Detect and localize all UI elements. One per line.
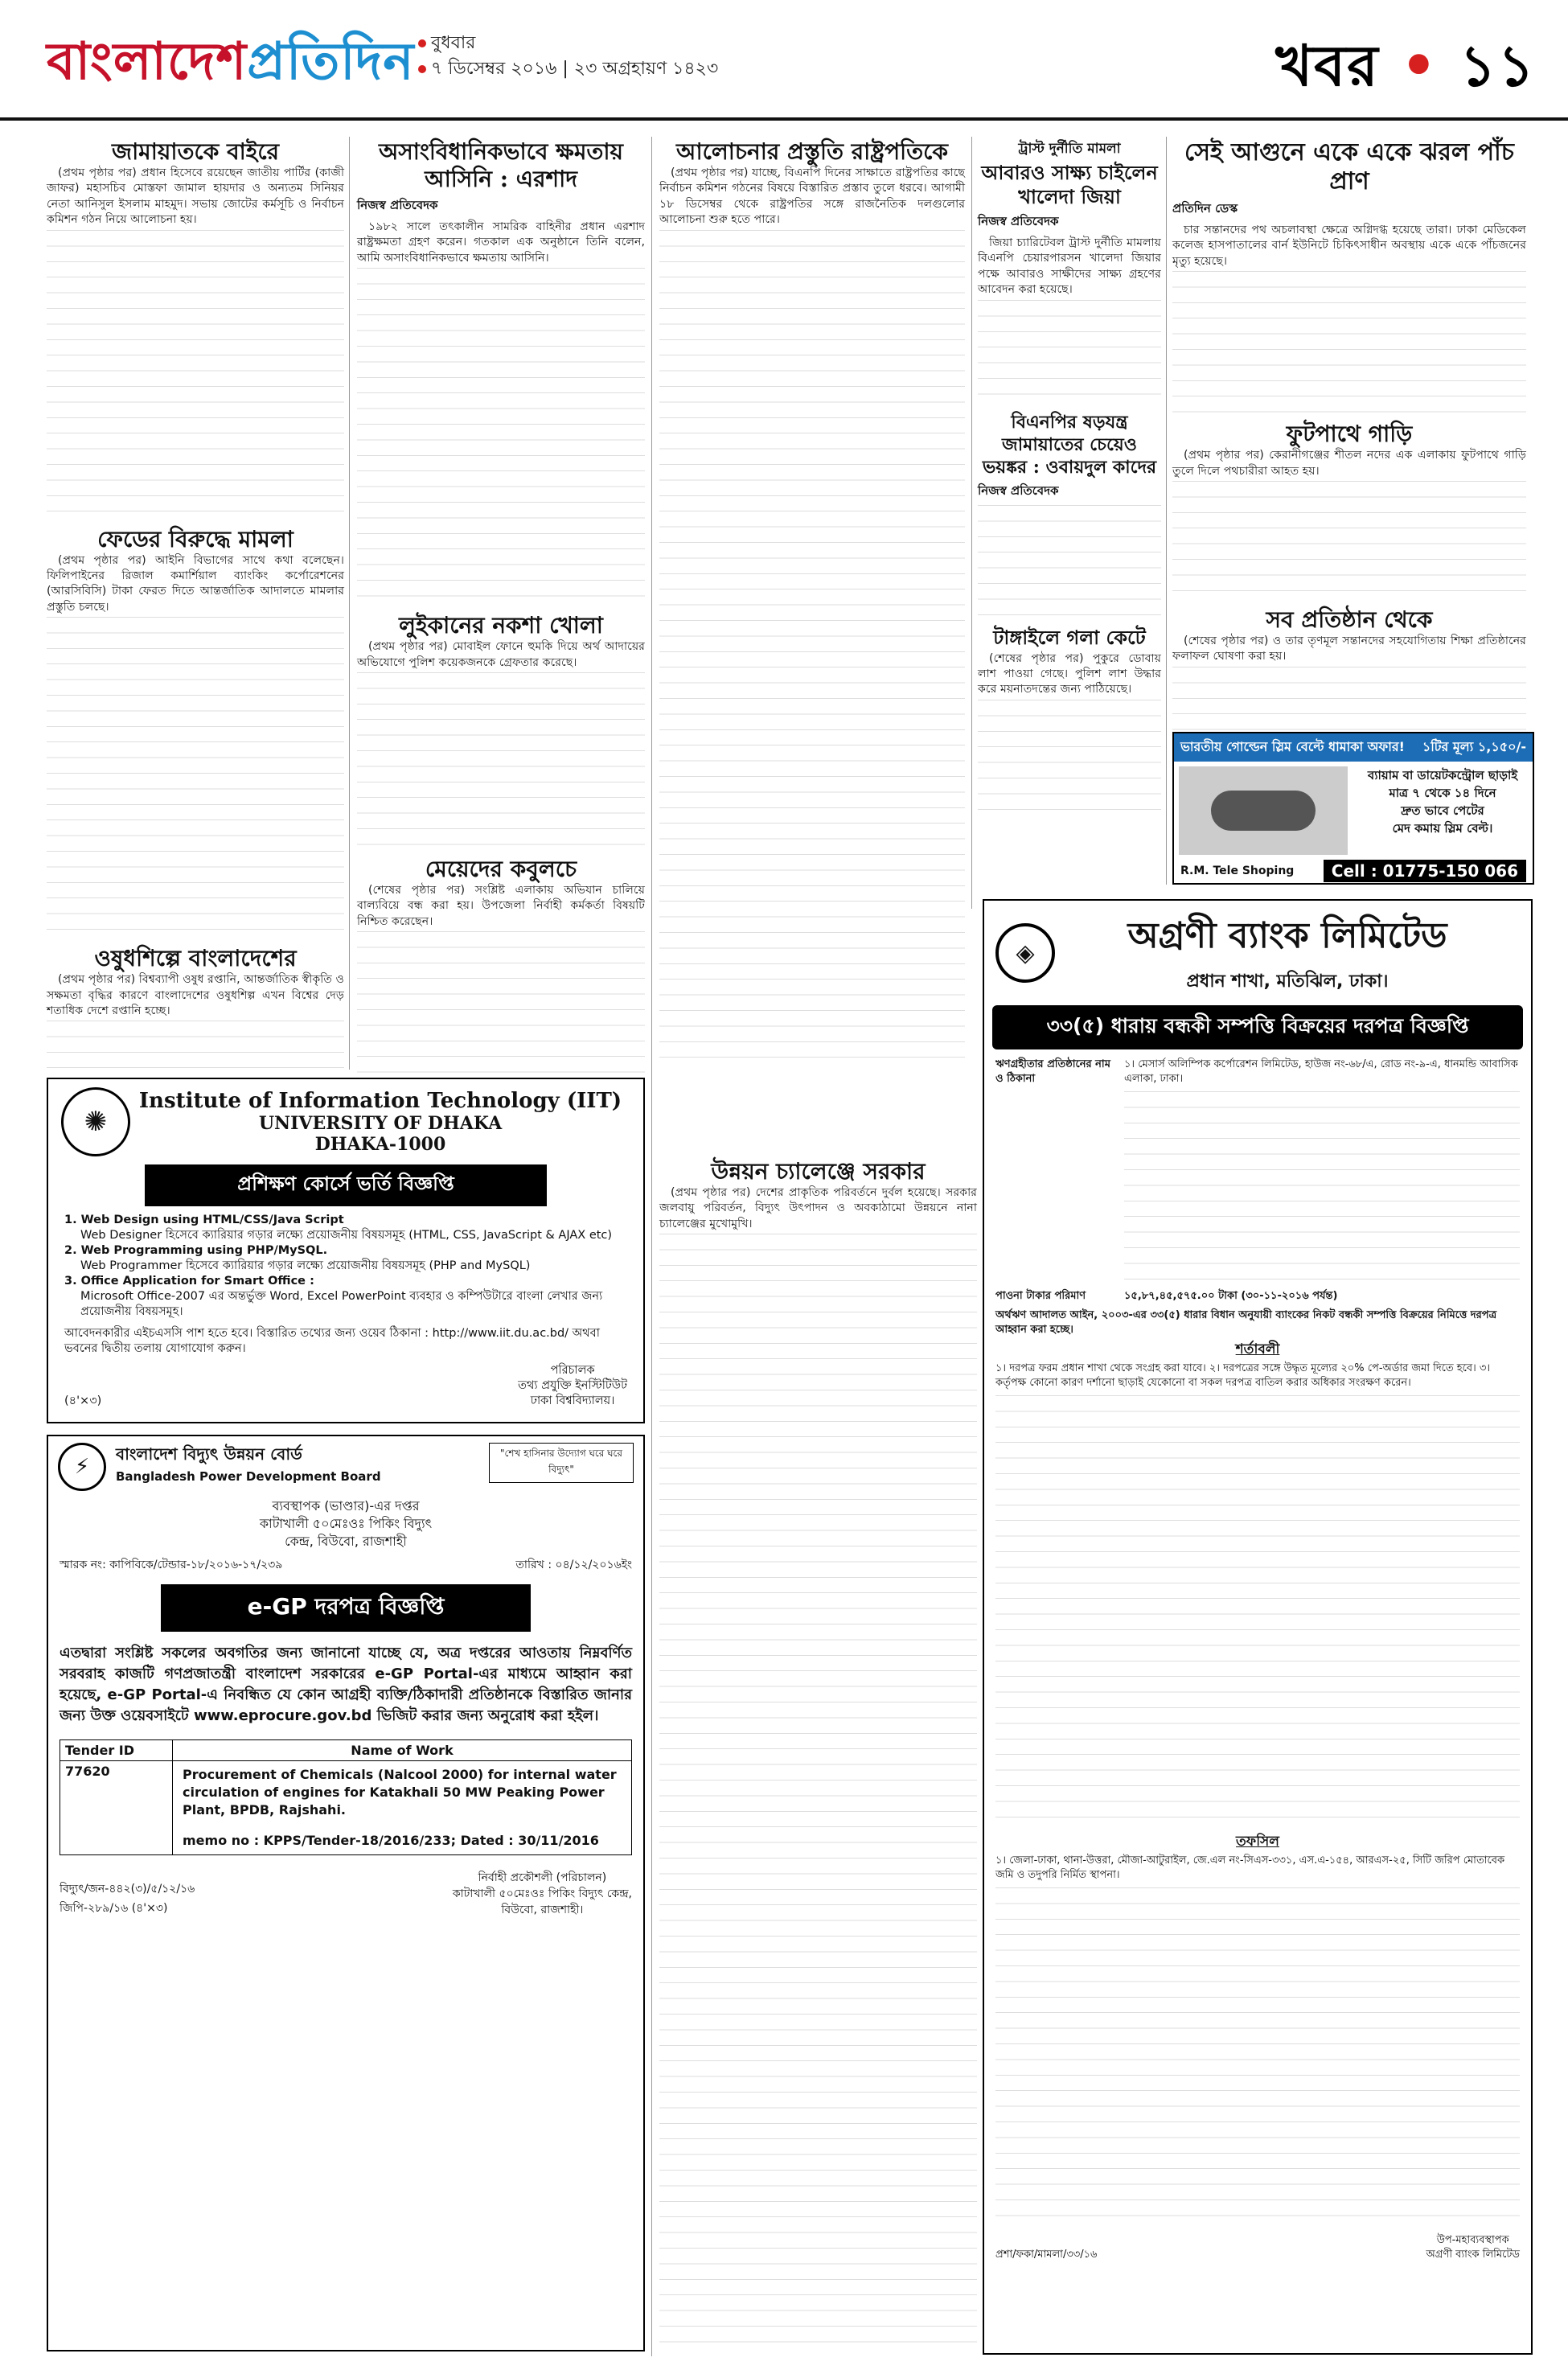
branch: প্রধান শাখা, মতিঝিল, ঢাকা। — [1186, 971, 1389, 992]
egp-banner: e-GP দরপত্র বিজ্ঞপ্তি — [161, 1584, 531, 1632]
article-lead: (শেষের পৃষ্ঠার পর) ও তার তৃণমূল সন্তানদের সহযোগিতায় শিক্ষা প্রতিষ্ঠানের ফলাফল ঘোষণা করা হয়। — [1172, 635, 1526, 663]
terms-text: ১। দরপত্র ফরম প্রধান শাখা থেকে সংগ্রহ করা যাবে। ২। দরপত্রের সঙ্গে উদ্ধৃত মূল্যের ২০% পে-অর্ডার জমা দিতে হবে। ৩। কর্তৃপক্ষ কোনো কারণ দর্শানো ছাড়াই যেকোনো বা সকল দরপত্র বাতিল করার অধিকার সংরক্ষণ করেন। — [995, 1362, 1490, 1389]
headline[interactable]: ফেডের বিরুদ্ধে মামলা — [97, 525, 293, 552]
memo-number: স্মারক নং: কাপিবিকে/টেন্ডার-১৮/২০১৬-১৭/২৩৯ — [60, 1559, 283, 1571]
logo-part-1: বাংলাদেশ — [47, 32, 248, 92]
headline[interactable]: আলোচনার প্রস্তুতি রাষ্ট্রপতিকে — [675, 138, 949, 165]
article-body — [47, 166, 344, 520]
bpdb-egp-tender-ad — [47, 1435, 645, 2351]
column-2 — [357, 138, 645, 1145]
ad-title: ভারতীয় গোল্ডেন স্লিম বেল্টে ধামাকা অফার! — [1180, 739, 1405, 754]
work-name: Procurement of Chemicals (Nalcool 2000) for internal water circulation of engines for Katakhali 50 MW Peaking Power Plant, BPDB, Rajshahi. — [183, 1767, 617, 1817]
article-text-block — [47, 617, 344, 939]
course-2: 2. Web Programming using PHP/MySQL. — [64, 1244, 328, 1257]
column-3-lower — [659, 1158, 977, 2343]
agrani-logo-icon: ◈ — [995, 923, 1055, 983]
headline[interactable]: ওষুধশিল্পে বাংলাদেশের — [94, 945, 297, 972]
signatory-dept: তথ্য প্রযুক্তি ইনস্টিটিউট — [518, 1379, 627, 1392]
logo-part-2: প্রতিদিন — [247, 32, 415, 92]
kicker: ট্রাস্ট দুর্নীতি মামলা — [1018, 141, 1121, 157]
column-rule — [349, 137, 350, 1070]
memo-date: তারিখ : ০৪/১২/২০১৬ইং — [515, 1559, 632, 1571]
article-text-block — [357, 268, 645, 606]
footer-ref: জিপি-২৮৯/১৬ (৪'×৩) — [60, 1902, 168, 1915]
article-body — [357, 220, 645, 606]
page-number: ১১ — [1459, 33, 1536, 99]
column-rule — [971, 137, 972, 909]
headline[interactable]: আবারও সাক্ষ্য চাইলেন খালেদা জিয়া — [981, 161, 1158, 208]
admission-banner: প্রশিক্ষণ কোর্সে ভর্তি বিজ্ঞপ্তি — [145, 1164, 547, 1206]
table-header: Tender ID — [60, 1740, 173, 1760]
headline[interactable]: উন্নয়ন চ্যালেঞ্জে সরকার — [711, 1158, 926, 1185]
separator-dot-icon: • — [1401, 33, 1439, 99]
headline[interactable]: বিএনপির ষড়যন্ত্র জামায়াতের চেয়েও ভয়ঙ্কর : ওবায়দুল কাদের — [982, 411, 1157, 478]
article-lead: (প্রথম পৃষ্ঠার পর) দেশের প্রাকৃতিক পরিবর্তনে দুর্বল হয়েছে। সরকার জলবায়ু পরিবর্তন, বিদ্যুৎ উৎপাদন ও অবকাঠামো উন্নয়নে নানা চ্যালেঞ্জের মুখোমুখি। — [659, 1186, 977, 1230]
borrower-details-block — [1124, 1091, 1520, 1284]
tender-title: ৩৩(৫) ধারায় বন্ধকী সম্পত্তি বিক্রয়ের দরপত্র বিজ্ঞপ্তি — [992, 1005, 1523, 1049]
masthead — [0, 0, 1568, 121]
column-3 — [659, 138, 965, 1066]
signatory-office: কাটাখালী ৫০মেঃওঃ পিকিং বিদ্যুৎ কেন্দ্র, — [452, 1887, 632, 1900]
article-body — [1172, 223, 1526, 416]
schedule-heading: তফসিল — [1236, 1834, 1279, 1850]
terms-block — [995, 1395, 1520, 1830]
article-text-block — [659, 1234, 977, 2343]
course-3-desc: Microsoft Office-2007 এর অন্তর্ভুক্ত Word, Excel PowerPoint ব্যবহার ও কম্পিউটারে বাংলা লেখার জন্য প্রয়োজনীয় বিষয়সমূহ। — [80, 1290, 603, 1318]
byline: প্রতিদিন ডেস্ক — [1172, 201, 1238, 216]
ad-price: ১টির মূল্য ১,১৫০/- — [1422, 739, 1526, 754]
headline[interactable]: ফুটপাথে গাড়ি — [1286, 421, 1413, 448]
signatory: নির্বাহী প্রকৌশলী (পরিচালন) — [478, 1871, 607, 1884]
article-body — [1172, 448, 1526, 602]
article-text-block — [978, 300, 1161, 405]
article-body — [47, 553, 344, 939]
headline[interactable]: জামায়াতকে বাইরে — [112, 138, 279, 165]
article-body — [357, 639, 645, 849]
iit-admission-ad — [47, 1078, 645, 1423]
agrani-bank-tender-ad — [983, 899, 1533, 2355]
column-5 — [1172, 138, 1526, 795]
article-text-block — [357, 672, 645, 849]
office-line: কেন্দ্র, বিউবো, রাজশাহী — [285, 1534, 407, 1549]
course-1-desc: Web Designer হিসেবে ক্যারিয়ার গড়ার লক্ষ্যে প্রয়োজনীয় বিষয়সমূহ (HTML, CSS, JavaScript & AJAX etc) — [80, 1229, 613, 1242]
city: DHAKA-1000 — [314, 1134, 446, 1155]
article-lead: (প্রথম পৃষ্ঠার পর) প্রধান হিসেবে রয়েছেন জাতীয় পার্টির (কাজী জাফর) মহাসচিব মোস্তফা জামাল হায়দার ও অন্যতম সিনিয়র নেতা আনিসুল ইসলাম মাহমুদ। সভায় জোটের কর্মসূচি ও নির্বাচন কমিশন গঠন নিয়ে আলোচনা হয়। — [47, 166, 344, 227]
ad-size: (৪'×৩) — [64, 1394, 102, 1407]
board-name-bn: বাংলাদেশ বিদ্যুৎ উন্নয়ন বোর্ড — [116, 1444, 302, 1464]
column-rule — [651, 137, 652, 2356]
signatory: উপ-মহাব্যবস্থাপক — [1436, 2234, 1509, 2246]
article-lead: চার সন্তানদের পথ অচলাবস্থা ক্ষেত্রে অগ্নিদগ্ধ হয়েছে তারা। ঢাকা মেডিকেল কলেজ হাসপাতালের বার্ন ইউনিটে চিকিৎসাধীন অবস্থায় একে একে পাঁচজনের মৃত্যু হয়েছে। — [1172, 224, 1526, 268]
terms-heading: শর্তাবলী — [1235, 1341, 1280, 1357]
headline[interactable]: মেয়েদের কবুলচে — [425, 856, 577, 883]
footer-ref: বিদ্যুৎ/জন-৪৪২(৩)/৫/১২/১৬ — [60, 1883, 195, 1896]
signatory-org: বিউবো, রাজশাহী। — [501, 1904, 584, 1916]
article-body — [659, 166, 965, 1066]
schedule-block — [995, 1887, 1520, 2225]
row-label: ঋণগ্রহীতার প্রতিষ্ঠানের নাম ও ঠিকানা — [995, 1058, 1110, 1085]
signatory: পরিচালক — [550, 1364, 595, 1377]
article-lead: (শেষের পৃষ্ঠার পর) পুকুরে ডোবায় লাশ পাওয়া গেছে। পুলিশ লাশ উদ্ধার করে ময়নাতদন্তের জন্য পাঠিয়েছে। — [978, 651, 1161, 696]
article-lead: (প্রথম পৃষ্ঠার পর) মোবাইল ফোনে হুমকি দিয়ে অর্থ আদায়ের অভিযোগে পুলিশ কয়েকজনকে গ্রেফতার করেছে। — [357, 640, 645, 669]
egp-notice: এতদ্বারা সংশ্লিষ্ট সকলের অবগতির জন্য জানানো যাচ্ছে যে, অত্র দপ্তরের আওতায় নিম্নবর্ণিত সরবরাহ কাজটি গণপ্রজাতন্ত্রী বাংলাদেশ সরকারের e-GP Portal-এর মাধ্যমে আহ্বান করা হয়েছে, e-GP Portal-এ নিবন্ধিত যে কোন আগ্রহী ব্যক্তি/ঠিকাদারী প্রতিষ্ঠানকে বিস্তারিত জানার জন্য উক্ত ওয়েবসাইটে www.eprocure.gov.bd ভিজিট করার জন্য অনুরোধ করা হইল। — [60, 1645, 632, 1724]
tender-id[interactable]: 77620 — [60, 1761, 173, 1854]
row-value: ১। মেসার্স অলিম্পিক কর্পোরেশন লিমিটেড, হাউজ নং-৬৮/এ, রোড নং-৯-এ, ধানমন্ডি আবাসিক এলাকা, ঢাকা। — [1124, 1058, 1518, 1085]
column-rule — [1166, 137, 1167, 885]
promo-line: মেদ কমায় স্লিম বেল্ট। — [1392, 821, 1493, 836]
promo-line: দ্রুত ভাবে পেটের — [1401, 803, 1484, 818]
headline[interactable]: টাঙ্গাইলে গলা কেটে — [993, 625, 1146, 649]
headline[interactable]: লুইকানের নকশা খোলা — [399, 612, 603, 639]
course-3: 3. Office Application for Smart Office : — [64, 1275, 314, 1288]
du-seal-icon: ✺ — [61, 1087, 130, 1156]
ref-number: প্রশা/ফকা/মামলা/৩৩/১৬ — [995, 2249, 1098, 2261]
column-4 — [978, 138, 1161, 820]
article-lead: ১৯৮২ সালে তৎকালীন সামরিক বাহিনীর প্রধান এরশাদ রাষ্ট্রক্ষমতা গ্রহণ করেন। গতকাল এক অনুষ্ঠানে তিনি বলেন, আমি অসাংবিধানিকভাবে ক্ষমতায় আসিনি। — [357, 220, 645, 265]
article-text-block — [978, 700, 1161, 820]
newspaper-logo[interactable] — [47, 23, 414, 109]
article-lead: (প্রথম পৃষ্ঠার পর) যাচ্ছে, বিএনপি দিনের সাক্ষাতে রাষ্ট্রপতির কাছে নির্বাচন কমিশন গঠনের বিষয়ে বিস্তারিত প্রস্তাব তুলে ধরবে। আগামী ১৮ ডিসেম্বর থেকে রাষ্ট্রপতির সঙ্গে রাজনৈতিক দলগুলোর আলোচনা শুরু হতে পারে। — [659, 166, 965, 227]
article-lead: (প্রথম পৃষ্ঠার পর) আইনি বিভাগের সাথে কথা বলেছেন। ফিলিপাইনের রিজাল কমার্শিয়াল ব্যাংকিং কর্পোরেশনের (আরসিবিসি) টাকা ফেরত দিতে আন্তর্জাতিক আদালতে মামলার প্রস্তুতি চলছে। — [47, 553, 344, 614]
slogan: "শেখ হাসিনার উদ্যোগ ঘরে ঘরে বিদ্যুৎ" — [489, 1443, 634, 1483]
byline: নিজস্ব প্রতিবেদক — [357, 198, 438, 212]
signatory-org: ঢাকা বিশ্ববিদ্যালয়। — [530, 1394, 615, 1407]
bullet-dot-icon — [418, 39, 426, 47]
promo-line: ব্যায়াম বা ডায়েটকন্ট্রোল ছাড়াই — [1367, 768, 1518, 782]
board-name-en: Bangladesh Power Development Board — [116, 1469, 381, 1484]
headline[interactable]: অসাংবিধানিকভাবে ক্ষমতায় আসিনি : এরশাদ — [378, 138, 624, 192]
product-image — [1179, 766, 1348, 855]
notice-text: অর্থঋণ আদালত আইন, ২০০৩-এর ৩৩(৫) ধারার বিধান অনুযায়ী ব্যাংকের নিকট বন্ধকী সম্পত্তি বিক্রয়ের নিমিত্তে দরপত্র আহ্বান করা হচ্ছে। — [995, 1309, 1497, 1336]
row-value: ১৫,৮৭,৪৫,৫৭৫.০০ টাকা (৩০-১১-২০১৬ পর্যন্ত) — [1124, 1290, 1338, 1302]
course-1: 1. Web Design using HTML/CSS/Java Script — [64, 1214, 344, 1226]
office-line: কাটাখালী ৫০মেঃওঃ পিকিং বিদ্যুৎ — [259, 1516, 433, 1531]
article-lead: (প্রথম পৃষ্ঠার পর) বিশ্বব্যাপী ওষুধ রপ্তানি, আন্তর্জাতিক স্বীকৃতি ও সক্ষমতা বৃদ্ধির কারণে বাংলাদেশের ওষুধশিল্প এখন বিশ্বের দেড় শতাধিক দেশে রপ্তানি হচ্ছে। — [47, 973, 344, 1018]
course-2-desc: Web Programmer হিসেবে ক্যারিয়ার গড়ার লক্ষ্যে প্রয়োজনীয় বিষয়সমূহ (PHP and MySQL) — [80, 1259, 531, 1272]
bpdb-logo-icon: ⚡ — [58, 1443, 106, 1491]
article-body — [978, 651, 1161, 820]
slim-belt-ad[interactable] — [1172, 732, 1534, 885]
office-line: ব্যবস্থাপক (ভাণ্ডার)-এর দপ্তর — [272, 1498, 420, 1514]
table-header: Name of Work — [351, 1743, 454, 1758]
article-body — [659, 1185, 977, 2343]
row-label: পাওনা টাকার পরিমাণ — [995, 1290, 1086, 1302]
article-text-block — [659, 230, 965, 1066]
article-text-block — [47, 230, 344, 520]
ad-phone[interactable]: Cell : 01775-150 066 — [1324, 860, 1526, 882]
institute-name: Institute of Information Technology (IIT) — [138, 1089, 622, 1113]
bank-name: অগ্রণী ব্যাংক লিমিটেড — [1127, 915, 1447, 956]
article-body — [978, 505, 1161, 618]
ad-brand: R.M. Tele Shoping — [1180, 865, 1295, 877]
article-lead: জিয়া চ্যারিটেবল ট্রাস্ট দুর্নীতি মামলায় বিএনপি চেয়ারপারসন খালেদা জিয়ার পক্ষে আবারও সাক্ষীদের সাক্ষ্য গ্রহণের আবেদন করা হয়েছে। — [978, 236, 1161, 297]
article-body — [978, 236, 1161, 405]
promo-line: মাত্র ৭ থেকে ১৪ দিনে — [1389, 786, 1496, 800]
article-text-block — [1172, 481, 1526, 602]
work-memo: memo no : KPPS/Tender-18/2016/233; Dated : 30/11/2016 — [183, 1833, 599, 1848]
date: ৭ ডিসেম্বর ২০১৬ | ২৩ অগ্রহায়ণ ১৪২৩ — [431, 59, 719, 79]
headline[interactable]: সেই আগুনে একে একে ঝরল পাঁচ প্রাণ — [1184, 138, 1514, 195]
university: UNIVERSITY OF DHAKA — [258, 1113, 503, 1134]
byline: নিজস্ব প্রতিবেদক — [978, 483, 1059, 498]
section-header — [1275, 23, 1536, 117]
schedule-text: ১। জেলা-ঢাকা, থানা-উত্তরা, মৌজা-আটুরাইল, জে.এল নং-সিএস-৩৩১, এস.এ-১৫৪, আরএস-২৫, সিটি জরিপ মোতাবেক জমি ও তদুপরি নির্মিত স্থাপনা। — [995, 1854, 1505, 1881]
article-lead: (শেষের পৃষ্ঠার পর) সংশ্লিষ্ট এলাকায় অভিযান চালিয়ে বাল্যবিয়ে বন্ধ করা হয়। উপজেলা নির্বাহী কর্মকর্তা বিষয়টি নিশ্চিত করেছেন। — [357, 884, 645, 928]
article-text-block — [1172, 271, 1526, 416]
section-name: খবর — [1275, 33, 1380, 99]
day: বুধবার — [431, 33, 476, 53]
bullet-dot-icon — [418, 65, 426, 73]
signatory-org: অগ্রণী ব্যাংক লিমিটেড — [1426, 2249, 1520, 2261]
byline: নিজস্ব প্রতিবেদক — [978, 214, 1059, 228]
dateline — [418, 31, 718, 82]
apply-text: আবেদনকারীর এইচএসসি পাশ হতে হবে। বিস্তারিত তথ্যের জন্য ওয়েব ঠিকানা : http://www.iit.du.ac.bd/ অথবা ভবনের দ্বিতীয় তলায় যোগাযোগ করুন। — [64, 1327, 600, 1355]
headline[interactable]: সব প্রতিষ্ঠান থেকে — [1266, 606, 1433, 634]
article-text-block — [978, 505, 1161, 618]
article-lead: (প্রথম পৃষ্ঠার পর) কেরানীগঞ্জের শীতল নদের এক এলাকায় ফুটপাথে গাড়ি তুলে দিলে পথচারীরা আহত হয়। — [1172, 449, 1526, 478]
